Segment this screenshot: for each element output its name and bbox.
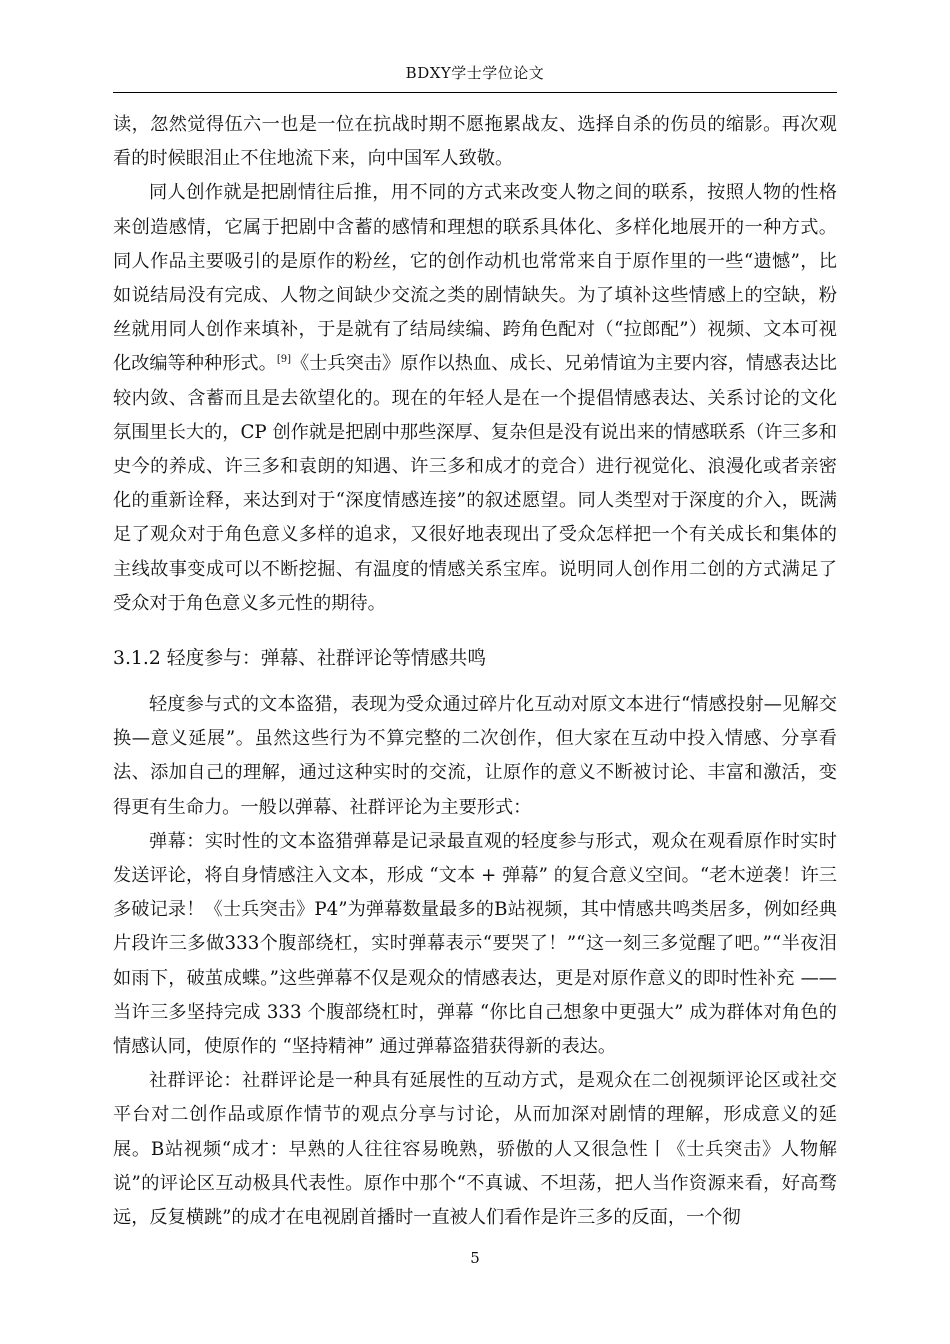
body-paragraph: 社群评论：社群评论是一种具有延展性的互动方式，是观众在二创视频评论区或社交平台对二创作品或原作情节的观点分享与讨论，从而加深对剧情的理解，形成意义的延展。B站视频“成才：早熟的人往往容易晚熟，骄傲的人又很急性丨《士兵突击》人物解说”的评论区互动极具代表性。原作中那个“不真诚、不坦荡，把人当作资源来看，好高骛远，反复横跳”的成才在电视剧首播时一直被人们看作是许三多的反面，一个彻 [113, 1070, 837, 1229]
citation-marker: [9] [276, 354, 291, 366]
page-body [113, 108, 837, 1235]
body-paragraph: 弹幕：实时性的文本盗猎弹幕是记录最直观的轻度参与形式，观众在观看原作时实时发送评论，将自身情感注入文本，形成 “文本 + 弹幕” 的复合意义空间。“老木逆袭！许三多破记录！《士兵突击》P4”为弹幕数量最多的B站视频，其中情感共鸣类居多，例如经典片段许三多做333个腹部绕杠，实时弹幕表示“要哭了！”“这一刻三多觉醒了吧。”“半夜泪如雨下，破茧成蝶。”这些弹幕不仅是观众的情感表达，更是对原作意义的即时性补充 —— 当许三多坚持完成 333 个腹部绕杠时，弹幕 “你比自己想象中更强大” 成为群体对角色的情感认同，使原作的 “坚持精神” 通过弹幕盗猎获得新的表达。 [113, 830, 837, 1058]
body-paragraph: 轻度参与式的文本盗猎，表现为受众通过碎片化互动对原文本进行“情感投射—见解交换—意义延展”。虽然这些行为不算完整的二次创作，但大家在互动中投入情感、分享看法、添加自己的理解，通过这种实时的交流，让原作的意义不断被讨论、丰富和激活，变得更有生命力。一般以弹幕、社群评论为主要形式： [113, 694, 837, 818]
body-paragraph [113, 176, 837, 621]
paragraph-text: 同人创作就是把剧情往后推，用不同的方式来改变人物之间的联系，按照人物的性格来创造感情，它属于把剧中含蓄的感情和理想的联系具体化、多样化地展开的一种方式。同人作品主要吸引的是原作的粉丝，它的创作动机也常常来自于原作里的一些“遗憾”，比如说结局没有完成、人物之间缺少交流之类的剧情缺失。为了填补这些情感上的空缺，粉丝就用同人创作来填补，于是就有了结局续编、跨角色配对（“拉郎配”）视频、文本可视化改编等种种形式。 [113, 182, 837, 375]
section-heading: 3.1.2 轻度参与：弹幕、社群评论等情感共鸣 [113, 648, 487, 670]
body-paragraph: 读，忽然觉得伍六一也是一位在抗战时期不愿拖累战友、选择自杀的伤员的缩影。再次观看的时候眼泪止不住地流下来，向中国军人致敬。 [113, 114, 837, 170]
paragraph-text: 《士兵突击》原作以热血、成长、兄弟情谊为主要内容，情感表达比较内敛、含蓄而且是去欲望化的。现在的年轻人是在一个提倡情感表达、关系讨论的文化氛围里长大的，CP 创作就是把剧中那些深厚、复杂但是没有说出来的情感联系（许三多和史今的养成、许三多和袁朗的知遇、许三多和成才的竞合）进行视觉化、浪漫化或者亲密化的重新诠释，来达到对于“深度情感连接”的叙述愿望。同人类型对于深度的介入，既满足了观众对于角色意义多样的追求，又很好地表现出了受众怎样把一个有关成长和集体的主线故事变成可以不断挖掘、有温度的情感关系宝库。说明同人创作用二创的方式满足了受众对于角色意义多元性的期待。 [113, 353, 837, 614]
page-number: 5 [470, 1249, 480, 1267]
running-header: BDXY学士学位论文 [405, 64, 545, 82]
header-rule [113, 92, 837, 93]
